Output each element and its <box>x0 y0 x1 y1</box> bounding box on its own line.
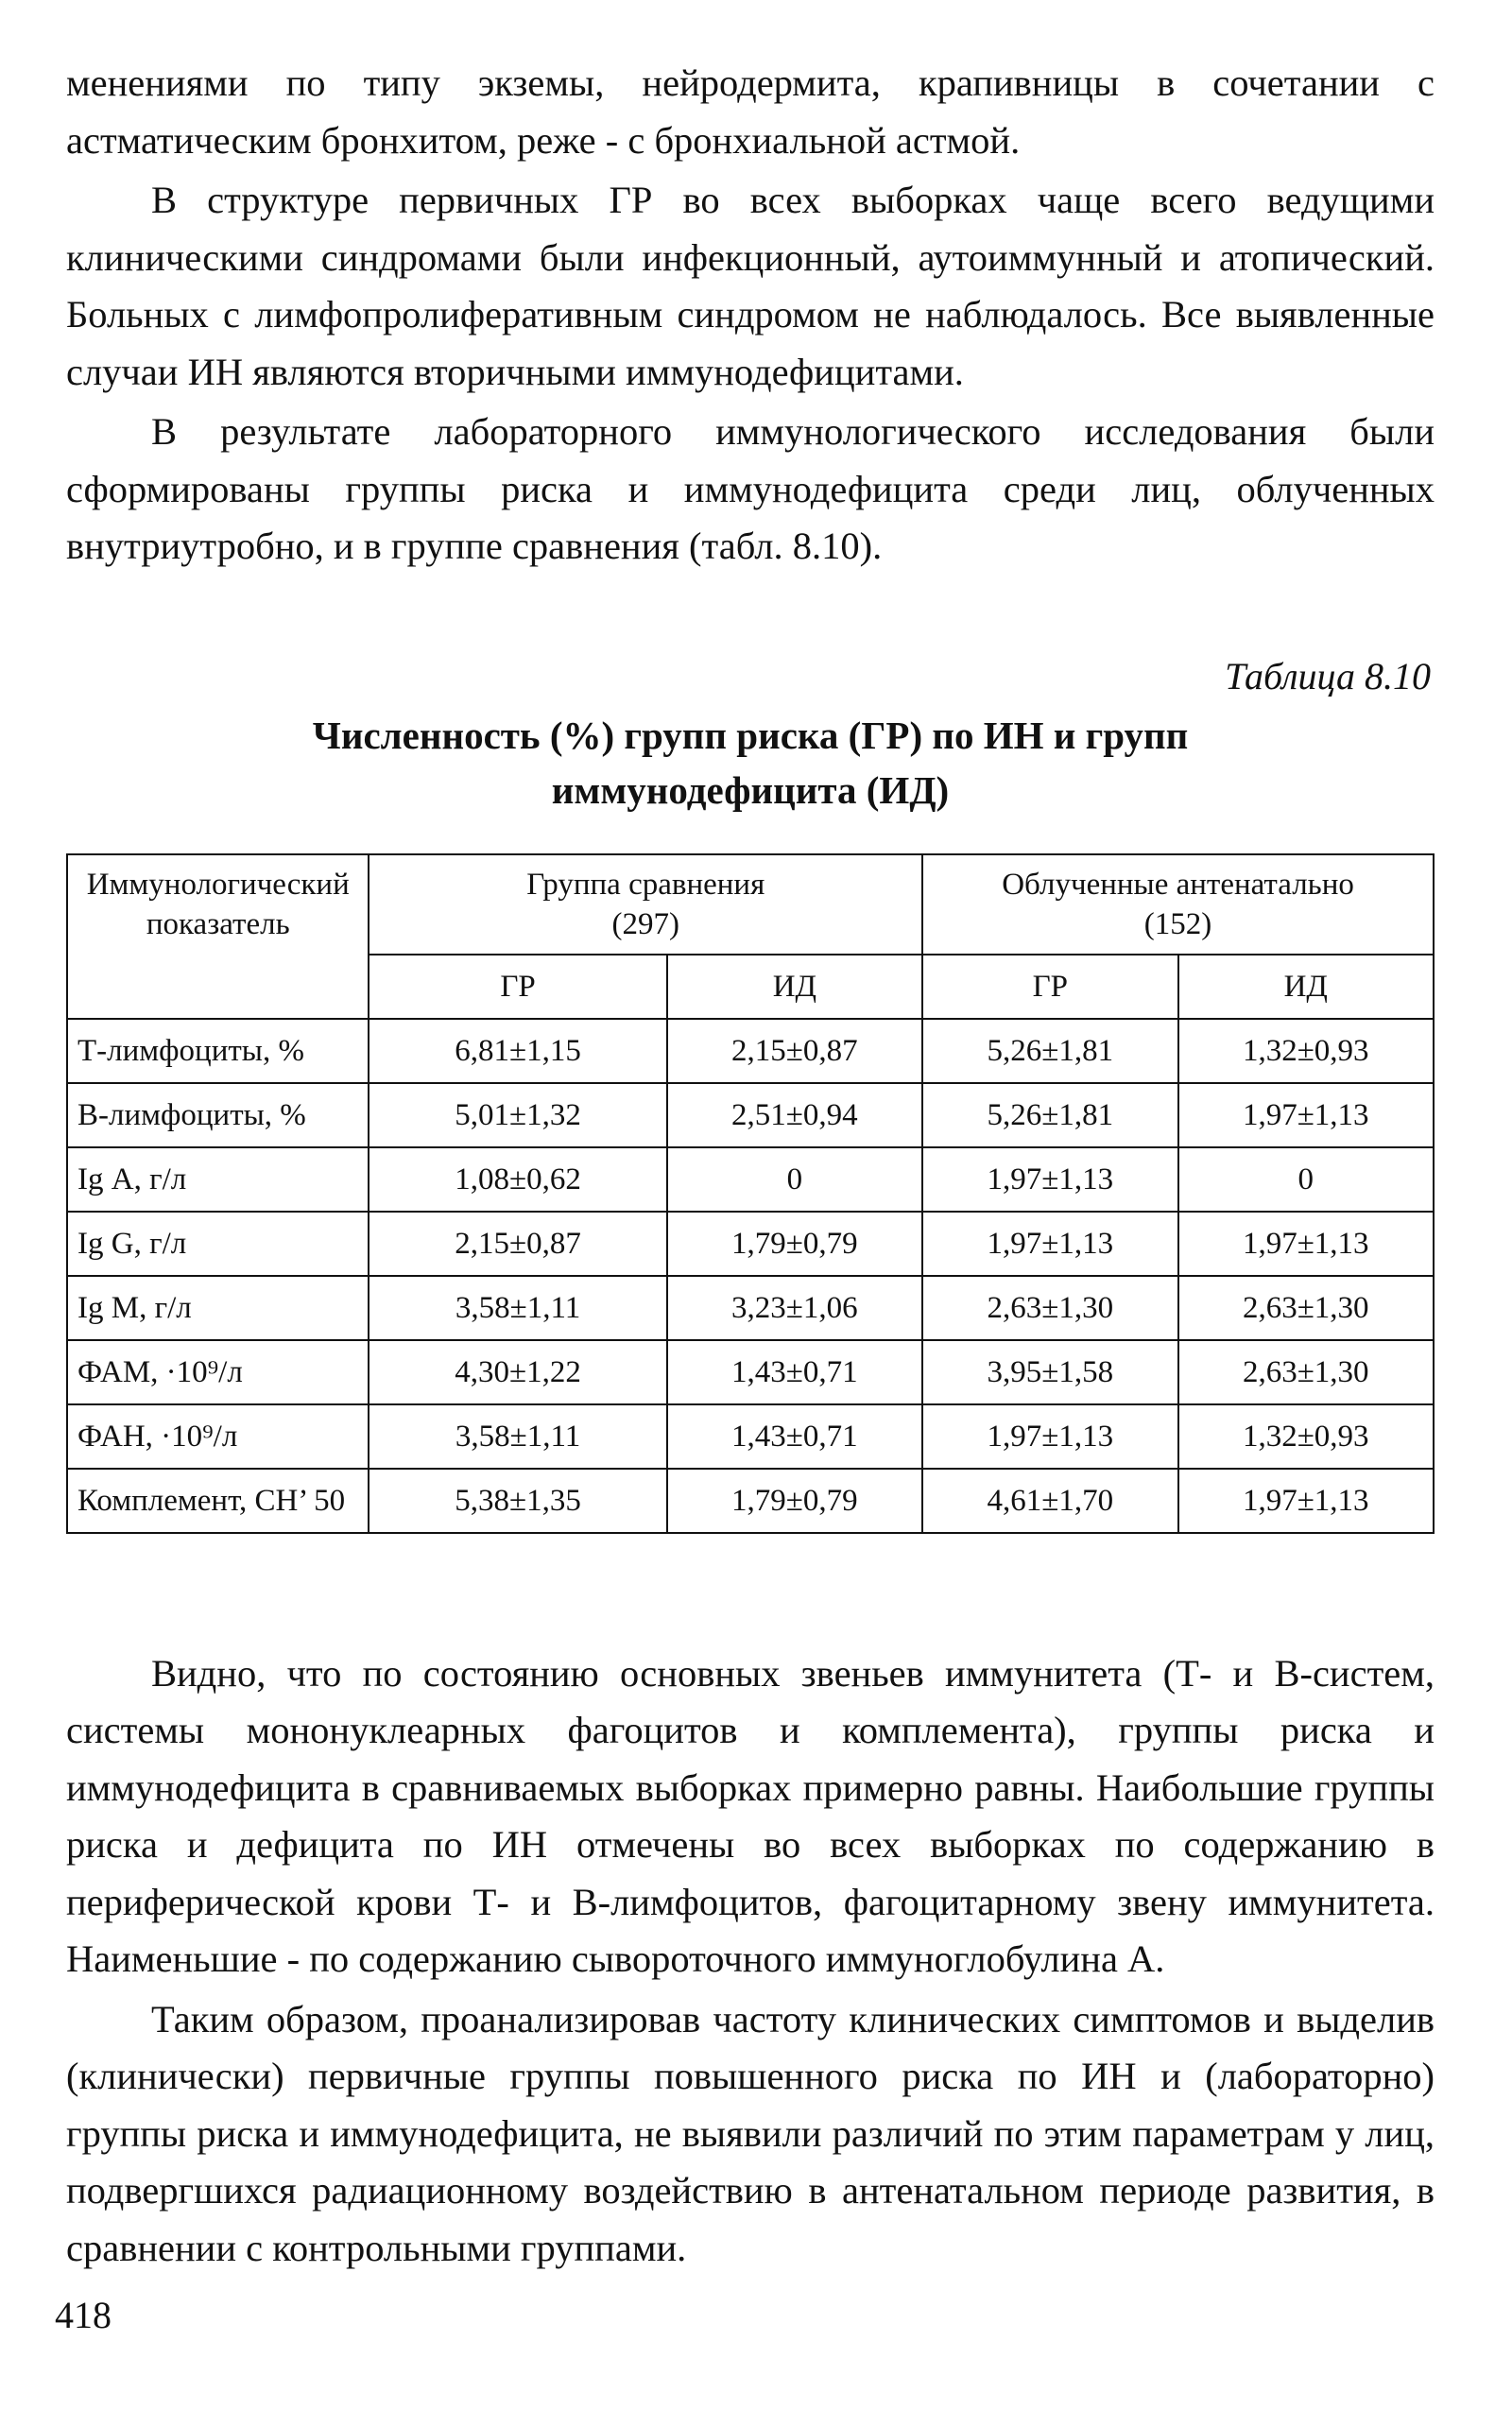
data-table <box>66 853 1435 1534</box>
page-number: 418 <box>55 2294 112 2336</box>
header-irradiated-group: Облученные антенатально (152) <box>922 854 1434 955</box>
cell-value: 1,43±0,71 <box>667 1404 922 1469</box>
cell-value: 0 <box>667 1147 922 1212</box>
row-label: Т-лимфоциты, % <box>67 1019 369 1083</box>
cell-value: 3,58±1,11 <box>369 1276 666 1340</box>
paragraph-observations: Видно, что по состоянию основных звеньев иммунитета (Т- и В-систем, системы мононуклеарных фагоцитов и комплемента), группы риска и иммунодефицита в сравниваемых выборках примерно равны. Наибольшие группы риска и дефицита по ИН отмечены во всех выборках по содержанию в периферической крови Т- и В-лимфоцитов, фагоцитарному звену иммунитета. Наименьшие - по содержанию сывороточного иммуноглобулина А. <box>66 1651 1435 1980</box>
paragraph-lab-results: В результате лабораторного иммунологического исследования были сформированы группы риска и иммунодефицита среди лиц, облученных внутриутробно, и в группе сравнения (табл. 8.10). <box>66 410 1435 567</box>
paragraph-syndromes: В структуре первичных ГР во всех выборках чаще всего ведущими клиническими синдромами были инфекционный, аутоиммунный и атопический. Больных с лимфопролиферативным синдромом не наблюдалось. Все выявленные случаи ИН являются вторичными иммунодефицитами. <box>66 179 1435 393</box>
row-label: В-лимфоциты, % <box>67 1083 369 1147</box>
table-header-row <box>67 854 1434 955</box>
cell-value: 5,26±1,81 <box>922 1083 1177 1147</box>
cell-value: 1,97±1,13 <box>922 1147 1177 1212</box>
subheader-gr-irradiated: ГР <box>922 955 1177 1019</box>
table-row <box>67 1469 1434 1533</box>
cell-value: 2,15±0,87 <box>369 1212 666 1276</box>
table-title-line1: Численность (%) групп риска (ГР) по ИН и групп <box>312 713 1189 757</box>
cell-value: 3,95±1,58 <box>922 1340 1177 1404</box>
table-row <box>67 1404 1434 1469</box>
paragraph-continuation: менениями по типу экземы, нейродермита, крапивницы в сочетании с астматическим бронхитом, реже - с бронхиальной астмой. <box>66 61 1435 162</box>
cell-value: 3,23±1,06 <box>667 1276 922 1340</box>
paragraph-conclusion: Таким образом, проанализировав частоту клинических симптомов и выделив (клинически) первичные группы повышенного риска по ИН и (лабораторно) группы риска и иммунодефицита, не выявили различий по этим параметрам у лиц, подвергшихся радиационному воздействию в антенатальном периоде развития, в сравнении с контрольными группами. <box>66 1997 1435 2269</box>
table-row <box>67 1019 1434 1083</box>
cell-value: 1,79±0,79 <box>667 1469 922 1533</box>
subheader-gr-comparison: ГР <box>369 955 666 1019</box>
cell-value: 2,63±1,30 <box>1178 1340 1434 1404</box>
table-label: Таблица 8.10 <box>1225 654 1431 697</box>
subheader-id-irradiated: ИД <box>1178 955 1434 1019</box>
book-page <box>66 55 1435 2280</box>
table-row <box>67 1212 1434 1276</box>
row-label: Ig А, г/л <box>67 1147 369 1212</box>
cell-value: 5,38±1,35 <box>369 1469 666 1533</box>
table-row <box>67 1083 1434 1147</box>
cell-value: 5,01±1,32 <box>369 1083 666 1147</box>
row-label: ФАН, ·10⁹/л <box>67 1404 369 1469</box>
cell-value: 2,63±1,30 <box>922 1276 1177 1340</box>
cell-value: 1,08±0,62 <box>369 1147 666 1212</box>
cell-value: 1,79±0,79 <box>667 1212 922 1276</box>
cell-value: 1,43±0,71 <box>667 1340 922 1404</box>
cell-value: 1,32±0,93 <box>1178 1019 1434 1083</box>
cell-value: 2,15±0,87 <box>667 1019 922 1083</box>
subheader-id-comparison: ИД <box>667 955 922 1019</box>
header-comparison-group: Группа сравнения (297) <box>369 854 922 955</box>
cell-value: 3,58±1,11 <box>369 1404 666 1469</box>
row-label: Ig G, г/л <box>67 1212 369 1276</box>
header-indicator: Иммунологический показатель <box>67 854 369 1019</box>
table-row <box>67 1340 1434 1404</box>
cell-value: 1,97±1,13 <box>1178 1212 1434 1276</box>
cell-value: 5,26±1,81 <box>922 1019 1177 1083</box>
cell-value: 4,61±1,70 <box>922 1469 1177 1533</box>
row-label: Ig М, г/л <box>67 1276 369 1340</box>
cell-value: 1,97±1,13 <box>922 1212 1177 1276</box>
cell-value: 1,32±0,93 <box>1178 1404 1434 1469</box>
cell-value: 1,97±1,13 <box>922 1404 1177 1469</box>
cell-value: 6,81±1,15 <box>369 1019 666 1083</box>
table-title-line2: иммунодефицита (ИД) <box>551 767 950 812</box>
row-label: Комплемент, СН’ 50 <box>67 1469 369 1533</box>
cell-value: 1,97±1,13 <box>1178 1469 1434 1533</box>
table-row <box>67 1276 1434 1340</box>
cell-value: 4,30±1,22 <box>369 1340 666 1404</box>
cell-value: 2,63±1,30 <box>1178 1276 1434 1340</box>
cell-value: 1,97±1,13 <box>1178 1083 1434 1147</box>
row-label: ФАМ, ·10⁹/л <box>67 1340 369 1404</box>
table-row <box>67 1147 1434 1212</box>
table-title <box>66 708 1435 818</box>
conclusion-section <box>66 1645 1435 2278</box>
cell-value: 2,51±0,94 <box>667 1083 922 1147</box>
cell-value: 0 <box>1178 1147 1434 1212</box>
